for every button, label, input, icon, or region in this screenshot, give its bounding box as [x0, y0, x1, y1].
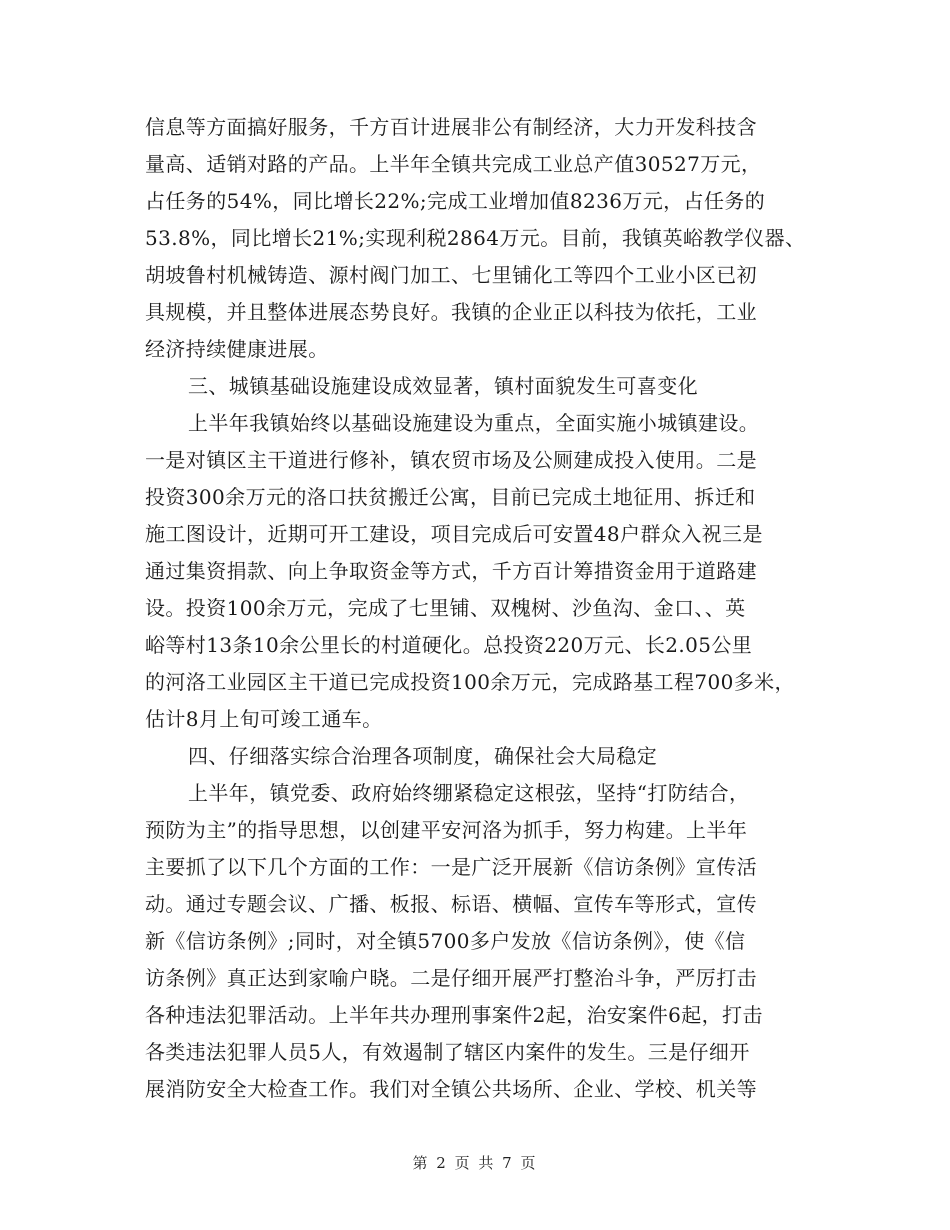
text-line-9: 上半年我镇始终以基础设施建设为重点，全面实施小城镇建设。 — [188, 411, 760, 435]
text-line-16: 的河洛工业园区主干道已完成投资100余万元，完成路基工程700多米， — [145, 670, 795, 694]
text-line-11: 投资300余万元的洛口扶贫搬迁公寓，目前已完成土地征用、拆迁和 — [145, 485, 756, 509]
text-line-2: 量高、适销对路的产品。上半年全镇共完成工业总产值30527万元， — [145, 152, 762, 176]
page-number-footer: 第 2 页 共 7 页 — [412, 1154, 538, 1172]
text-line-3: 占任务的54%，同比增长22%;完成工业增加值8236万元，占任务的 — [145, 189, 766, 213]
text-line-23: 新《信访条例》;同时，对全镇5700多户发放《信访条例》，使《信 — [145, 929, 746, 953]
text-line-7: 经济持续健康进展。 — [145, 337, 329, 361]
text-line-5: 胡坡鲁村机械铸造、源村阀门加工、七里铺化工等四个工业小区已初 — [145, 263, 757, 287]
text-line-10: 一是对镇区主干道进行修补，镇农贸市场及公厕建成投入使用。二是 — [145, 448, 757, 472]
text-line-12: 施工图设计，近期可开工建设，项目完成后可安置48户群众入祝三是 — [145, 522, 763, 546]
text-line-22: 动。通过专题会议、广播、板报、标语、横幅、宣传车等形式，宣传 — [145, 892, 757, 916]
text-line-21: 主要抓了以下几个方面的工作：一是广泛开展新《信访条例》宣传活 — [145, 855, 757, 879]
text-line-17: 估计8月上旬可竣工通车。 — [145, 707, 383, 731]
text-line-13: 通过集资捐款、向上争取资金等方式，千方百计筹措资金用于道路建 — [145, 559, 757, 583]
section-heading-3: 三、城镇基础设施建设成效显著，镇村面貌发生可喜变化 — [188, 374, 698, 398]
text-line-1: 信息等方面搞好服务，千方百计进展非公有制经济，大力开发科技含 — [145, 115, 757, 139]
section-heading-4: 四、仔细落实综合治理各项制度，确保社会大局稳定 — [188, 744, 658, 768]
text-line-26: 各类违法犯罪人员5人，有效遏制了辖区内案件的发生。三是仔细开 — [145, 1040, 750, 1064]
text-line-20: 预防为主”的指导思想，以创建平安河洛为抓手，努力构建。上半年 — [145, 818, 748, 842]
text-line-24: 访条例》真正达到家喻户晓。二是仔细开展严打整治斗争，严厉打击 — [145, 966, 757, 990]
text-line-19: 上半年，镇党委、政府始终绷紧稳定这根弦，坚持“打防结合， — [188, 781, 750, 805]
text-line-25: 各种违法犯罪活动。上半年共办理刑事案件2起，治安案件6起，打击 — [145, 1003, 763, 1027]
text-line-6: 具规模，并且整体进展态势良好。我镇的企业正以科技为依托，工业 — [145, 300, 757, 324]
text-line-14: 设。投资100余万元，完成了七里铺、双槐树、沙鱼沟、金口、、英 — [145, 596, 746, 620]
text-line-15: 峪等村13条10余公里长的村道硬化。总投资220万元、长2.05公里 — [145, 633, 753, 657]
text-line-27: 展消防安全大检查工作。我们对全镇公共场所、企业、学校、机关等 — [145, 1077, 757, 1101]
text-line-4: 53.8%，同比增长21%;实现利税2864万元。目前，我镇英峪教学仪器、 — [145, 226, 806, 250]
